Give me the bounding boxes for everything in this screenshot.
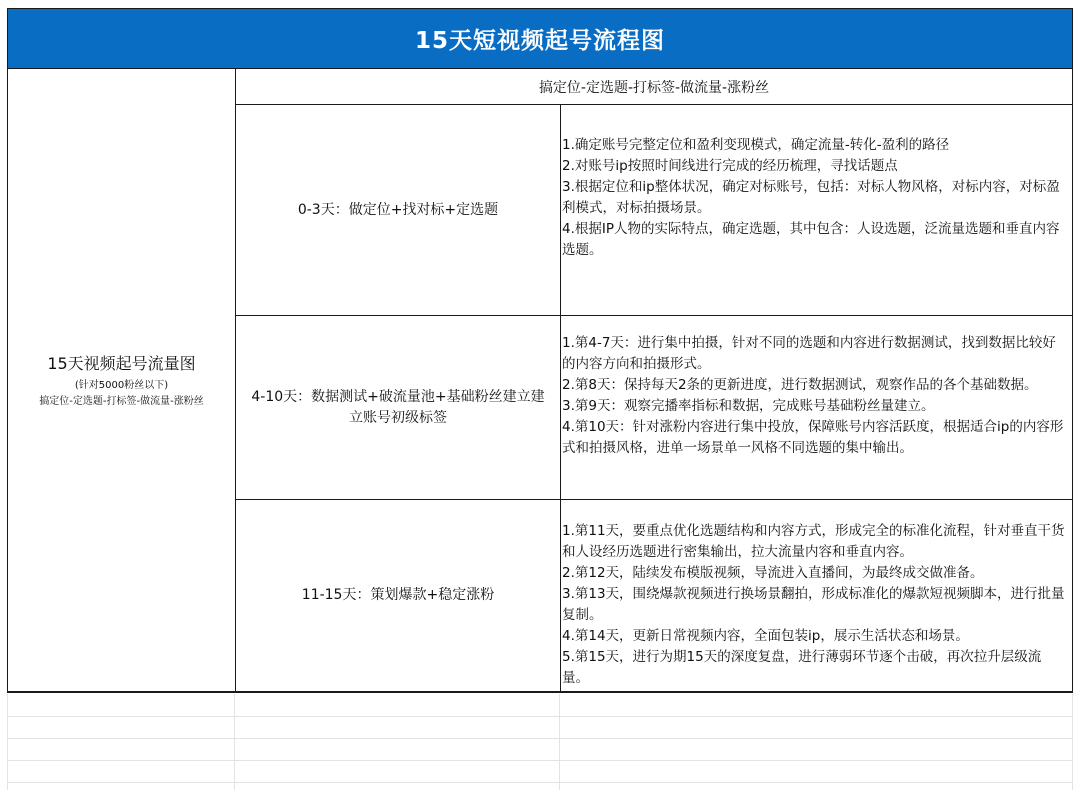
- detail-item: 4.第14天，更新日常视频内容，全面包装ip，展示生活状态和场景。: [562, 628, 969, 644]
- detail-item: 4.第10天：针对涨粉内容进行集中投放，保障账号内容活跃度，根据适合ip的内容形式和拍摄风格，进单一场景单一风格不同选题的集中输出。: [562, 419, 1064, 456]
- detail-item: 3.根据定位和ip整体状况，确定对标账号，包括：对标人物风格，对标内容，对标盈利模式，对标拍摄场景。: [562, 179, 1060, 216]
- detail-item: 2.第12天，陆续发布模版视频，导流进入直播间，为最终成交做准备。: [562, 565, 984, 581]
- grid-line: [7, 782, 1073, 783]
- detail-item: 3.第13天，围绕爆款视频进行换场景翻拍，形成标准化的爆款短视频脚本，进行批量复制。: [562, 586, 1065, 623]
- grid-line: [7, 738, 1073, 739]
- empty-grid: [7, 694, 1073, 794]
- grid-line: [7, 760, 1073, 761]
- phase-details: [561, 333, 1072, 459]
- detail-item: 1.确定账号完整定位和盈利变现模式，确定流量-转化-盈利的路径: [562, 137, 950, 153]
- detail-item: 3.第9天：观察完播率指标和数据，完成账号基础粉丝量建立。: [562, 398, 935, 414]
- phase-label: 11-15天：策划爆款+稳定涨粉: [301, 587, 495, 603]
- flow-table: [7, 69, 1073, 693]
- phase-label: 0-3天：做定位+找对标+定选题: [297, 201, 499, 218]
- grid-line: [234, 694, 235, 790]
- detail-item: 5.第15天，进行为期15天的深度复盘，进行薄弱环节逐个击破，再次拉升层级流量。: [562, 649, 1042, 686]
- phase-details: [561, 521, 1072, 689]
- summary-cell: [8, 69, 235, 691]
- grid-line: [1072, 694, 1073, 790]
- summary-note: (针对5000粉丝以下): [74, 379, 169, 391]
- page-title: 15天短视频起号流程图: [7, 8, 1073, 69]
- detail-item: 1.第4-7天：进行集中拍摄，针对不同的选题和内容进行数据测试，找到数据比较好的内容方向和拍摄形式。: [562, 335, 1056, 372]
- detail-item: 2.对账号ip按照时间线进行完成的经历梳理，寻找话题点: [562, 158, 898, 174]
- detail-item: 2.第8天：保持每天2条的更新进度，进行数据测试，观察作品的各个基础数据。: [562, 377, 1038, 393]
- phase-label: 4-10天：数据测试+破流量池+基础粉丝建立建立账号初级标签: [251, 388, 545, 426]
- detail-item: 1.第11天，要重点优化选题结构和内容方式，形成完全的标准化流程，针对垂直干货和人设经历选题进行密集输出，拉大流量内容和垂直内容。: [562, 523, 1065, 560]
- detail-item: 4.根据IP人物的实际特点，确定选题，其中包含：人设选题，泛流量选题和垂直内容选题。: [562, 221, 1060, 258]
- header-cell: 搞定位-定选题-打标签-做流量-涨粉丝: [538, 79, 770, 96]
- summary-title: 15天视频起号流量图: [47, 353, 196, 373]
- phase-details: [561, 135, 1072, 261]
- grid-line: [7, 716, 1073, 717]
- summary-steps: 搞定位-定选题-打标签-做流量-涨粉丝: [39, 395, 204, 407]
- grid-line: [559, 694, 560, 790]
- grid-line: [7, 694, 8, 790]
